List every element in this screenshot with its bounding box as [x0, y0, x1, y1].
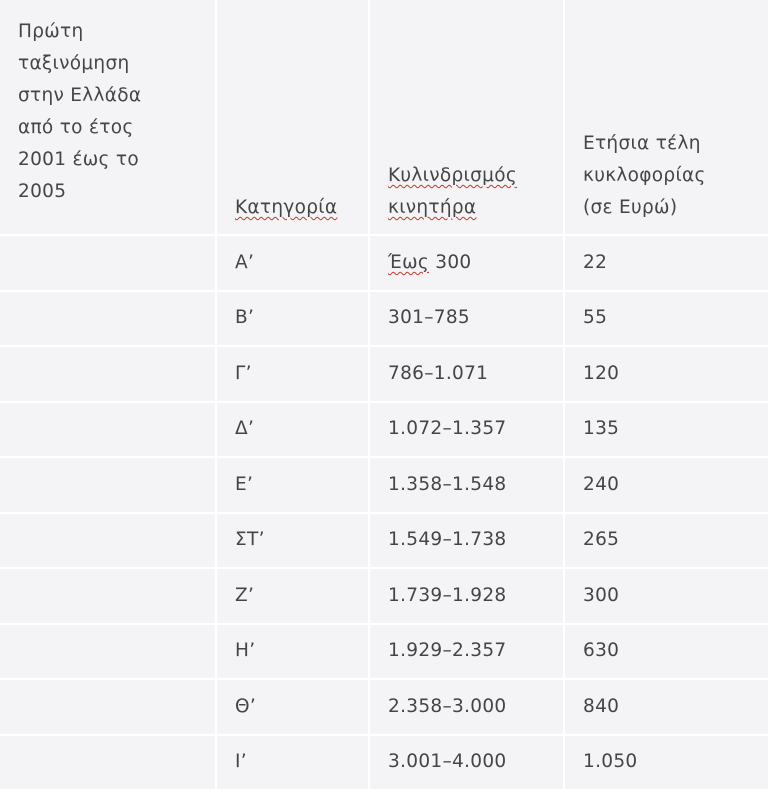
annual-fee-cell: 120 [564, 346, 768, 402]
first-registration-cell [0, 402, 216, 458]
category-cell: ΣΤ’ [216, 513, 369, 569]
first-registration-cell [0, 513, 216, 569]
header-category [216, 0, 369, 235]
first-registration-cell [0, 346, 216, 402]
category-cell: Α’ [216, 235, 369, 291]
first-registration-cell [0, 568, 216, 624]
engine-capacity-cell: 1.549–1.738 [369, 513, 564, 569]
category-cell: Ε’ [216, 457, 369, 513]
table-row [0, 346, 768, 402]
header-category-label: Κατηγορία [235, 197, 338, 218]
category-cell: Ι’ [216, 735, 369, 791]
annual-fee-cell: 22 [564, 235, 768, 291]
first-registration-cell [0, 291, 216, 347]
first-registration-cell [0, 235, 216, 291]
table-row [0, 291, 768, 347]
category-cell: Θ’ [216, 679, 369, 735]
annual-fee-cell: 135 [564, 402, 768, 458]
header-annual-fees: Ετήσια τέλη κυκλοφορίας (σε Ευρώ) [564, 0, 768, 235]
header-row [0, 0, 768, 235]
first-registration-cell [0, 679, 216, 735]
category-cell: Β’ [216, 291, 369, 347]
table-row [0, 568, 768, 624]
table-row [0, 679, 768, 735]
header-engine-capacity [369, 0, 564, 235]
annual-fee-cell: 240 [564, 457, 768, 513]
annual-fee-cell: 840 [564, 679, 768, 735]
annual-fee-cell: 55 [564, 291, 768, 347]
header-engine-capacity-label: Κυλινδρισμός κινητήρα [388, 165, 517, 218]
engine-capacity-cell [369, 235, 564, 291]
category-cell: Γ’ [216, 346, 369, 402]
cc-value: 300 [435, 251, 472, 273]
category-cell: Δ’ [216, 402, 369, 458]
annual-fee-cell: 300 [564, 568, 768, 624]
category-cell: Η’ [216, 624, 369, 680]
table-row [0, 402, 768, 458]
first-registration-cell [0, 457, 216, 513]
engine-capacity-cell: 1.739–1.928 [369, 568, 564, 624]
annual-fee-cell: 265 [564, 513, 768, 569]
engine-capacity-cell: 2.358–3.000 [369, 679, 564, 735]
header-first-registration: Πρώτη ταξινόμηση στην Ελλάδα από το έτος 2001 έως το 2005 [0, 0, 216, 235]
table-row [0, 457, 768, 513]
engine-capacity-cell: 1.929–2.357 [369, 624, 564, 680]
table-row [0, 735, 768, 791]
table-row [0, 513, 768, 569]
annual-fee-cell: 630 [564, 624, 768, 680]
annual-fee-cell: 1.050 [564, 735, 768, 791]
first-registration-cell [0, 624, 216, 680]
cc-prefix: Έως [388, 251, 430, 273]
engine-capacity-cell: 1.072–1.357 [369, 402, 564, 458]
table-row [0, 624, 768, 680]
first-registration-cell [0, 735, 216, 791]
engine-capacity-cell: 3.001–4.000 [369, 735, 564, 791]
engine-capacity-cell: 1.358–1.548 [369, 457, 564, 513]
table-row [0, 235, 768, 291]
category-cell: Ζ’ [216, 568, 369, 624]
engine-capacity-cell: 301–785 [369, 291, 564, 347]
engine-capacity-cell: 786–1.071 [369, 346, 564, 402]
